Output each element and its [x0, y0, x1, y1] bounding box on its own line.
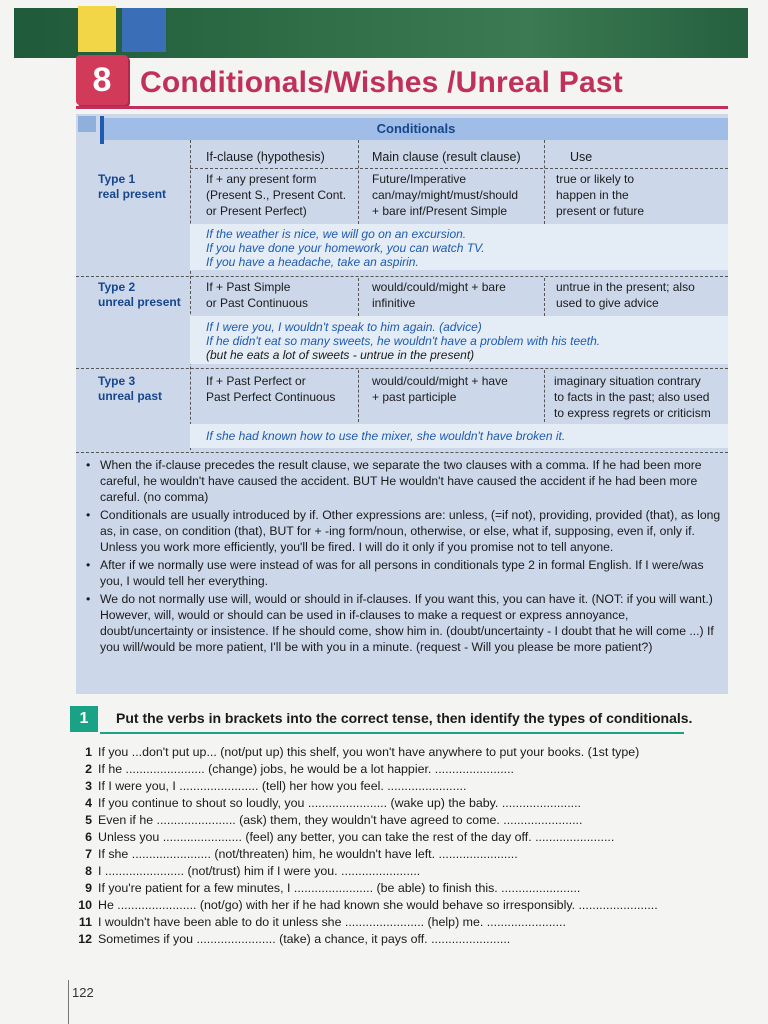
- type3-if-line: Past Perfect Continuous: [206, 390, 336, 404]
- type2-example: If he didn't eat so many sweets, he wouldn't have a problem with his teeth.: [206, 334, 601, 348]
- type1-main-line: Future/Imperative: [372, 172, 467, 186]
- type2-main-line: infinitive: [372, 296, 416, 310]
- note-item: • We do not normally use will, would or should in if-clauses. If you want this, you can have it. (NOT: if you will want.) However, will, would or should can be used in if-clauses to make a request or express annoyance, doubt/uncertainty or insistence. If he should come, show him in. (doubt/uncertainty - I doubt that he will come ...) If you will/would be more patient, I'll be with you in a minute. (request - Will you please be more patient?): [84, 591, 724, 655]
- item-number: 3: [85, 779, 92, 793]
- col-divider-2a: [358, 140, 359, 224]
- item-text[interactable]: If you're patient for a few minutes, I ....................... (be able) to finish this. .......................: [98, 881, 581, 895]
- item-text[interactable]: If I were you, I ....................... (tell) her how you feel. .......................: [98, 779, 467, 793]
- type1-label: Type 1: [98, 172, 136, 186]
- chapter-number: 8: [76, 55, 128, 105]
- type3-sublabel: unreal past: [98, 389, 163, 403]
- type3-example: If she had known how to use the mixer, she wouldn't have broken it.: [206, 429, 566, 443]
- item-number: 5: [85, 813, 92, 827]
- exercise-title: Put the verbs in brackets into the correct tense, then identify the types of conditionals.: [116, 710, 693, 726]
- type3-use-line: imaginary situation contrary: [554, 374, 701, 388]
- item-number: 8: [85, 864, 92, 878]
- chapter-title: Conditionals/Wishes /Unreal Past: [140, 66, 623, 99]
- row-divider-3: [76, 452, 728, 453]
- note-item: • When the if-clause precedes the result clause, we separate the two clauses with a comma. If he had been more careful, he wouldn't have caused the accident. BUT He wouldn't have caused the accident if he had been more careful. (no comma): [84, 457, 724, 505]
- list-item: [68, 914, 566, 930]
- type1-example: If you have done your homework, you can watch TV.: [206, 241, 485, 255]
- type1-if-line: If + any present form: [206, 172, 317, 186]
- type3-label: Type 3: [98, 374, 136, 388]
- item-number: 10: [78, 898, 92, 912]
- type3-if-line: If + Past Perfect or: [206, 374, 306, 388]
- item-text[interactable]: I ....................... (not/trust) him if I were you. .......................: [98, 864, 421, 878]
- list-item: [68, 880, 580, 896]
- exercise-rule: [100, 732, 684, 734]
- item-number: 11: [78, 915, 92, 929]
- type2-if-line: If + Past Simple: [206, 280, 291, 294]
- type3-use-line: to express regrets or criticism: [554, 406, 711, 420]
- item-text[interactable]: If you ...don't put up... (not/put up) this shelf, you won't have anywhere to put your books. (1st type): [98, 745, 640, 759]
- type1-if-line: or Present Perfect): [206, 204, 307, 218]
- item-text[interactable]: Unless you ....................... (feel) any better, you can take the rest of the day off. .......................: [98, 830, 615, 844]
- col-divider-1: [190, 140, 191, 450]
- item-number: 9: [85, 881, 92, 895]
- type1-use-line: true or likely to: [556, 172, 635, 186]
- panel-tab-square: [78, 116, 96, 132]
- type3-main-line: would/could/might + have: [372, 374, 508, 388]
- list-item: [68, 863, 420, 879]
- type2-if-line: or Past Continuous: [206, 296, 309, 310]
- item-text[interactable]: If you continue to shout so loudly, you ....................... (wake up) the baby. .......................: [98, 796, 581, 810]
- item-number: 6: [85, 830, 92, 844]
- list-item: [68, 931, 510, 947]
- list-item: [68, 897, 658, 913]
- page-number: 122: [72, 985, 94, 1000]
- exercise-number: 1: [70, 706, 98, 732]
- header-divider: [190, 168, 728, 169]
- item-number: 1: [85, 745, 92, 759]
- col-divider-3a: [544, 140, 545, 224]
- header-main-clause: Main clause (result clause): [372, 150, 521, 164]
- col-divider-3b: [544, 278, 545, 316]
- item-number: 12: [78, 932, 92, 946]
- list-item: [68, 795, 581, 811]
- type1-main-line: + bare inf/Present Simple: [372, 204, 508, 218]
- header-if-clause: If-clause (hypothesis): [206, 150, 325, 164]
- item-text[interactable]: He ....................... (not/go) with her if he had known she would behave so irresponsibly. .......................: [98, 898, 658, 912]
- type1-use-line: present or future: [556, 204, 645, 218]
- page-number-rule: [68, 980, 69, 1024]
- item-text[interactable]: Even if he ....................... (ask) them, they wouldn't have agreed to come. .......................: [98, 813, 583, 827]
- note-item: • Conditionals are usually introduced by if. Other expressions are: unless, (=if not), providing, provided (that), as long as, in case, on condition (that), BUT for + -ing form/noun, otherwise, or else, what if, supposing, even if, only if. Unless you work more efficiently, you'll be fired. I will do it only if you promise not to tell anyone.: [84, 507, 724, 555]
- row-divider-1: [76, 276, 728, 277]
- type3-main-line: + past participle: [372, 390, 457, 404]
- type2-example-note: (but he eats a lot of sweets - untrue in the present): [206, 348, 475, 362]
- type2-sublabel: unreal present: [98, 295, 181, 309]
- title-rule: [76, 106, 728, 109]
- item-text[interactable]: If he ....................... (change) jobs, he would be a lot happier. .......................: [98, 762, 514, 776]
- list-item: [68, 846, 518, 862]
- note-item: • After if we normally use were instead of was for all persons in conditionals type 2 in formal English. If I were/was you, I would tell her everything.: [84, 557, 724, 589]
- type2-example: If I were you, I wouldn't speak to him again. (advice): [206, 320, 482, 334]
- item-number: 4: [85, 796, 92, 810]
- item-text[interactable]: I wouldn't have been able to do it unless she ....................... (help) me. .......................: [98, 915, 566, 929]
- type2-label: Type 2: [98, 280, 136, 294]
- decor-square-blue: [122, 8, 166, 52]
- item-number: 2: [85, 762, 92, 776]
- type2-main-line: would/could/might + bare: [372, 280, 506, 294]
- type1-example: If you have a headache, take an aspirin.: [206, 255, 419, 269]
- type3-use-line: to facts in the past; also used: [554, 390, 710, 404]
- header-use: Use: [570, 150, 593, 164]
- type2-use-line: untrue in the present; also: [556, 280, 695, 294]
- col-divider-3c: [544, 370, 545, 422]
- type2-use-line: used to give advice: [556, 296, 659, 310]
- type1-sublabel: real present: [98, 187, 167, 201]
- grammar-notes: [84, 457, 724, 655]
- item-number: 7: [85, 847, 92, 861]
- item-text[interactable]: Sometimes if you ....................... (take) a chance, it pays off. .......................: [98, 932, 511, 946]
- row-divider-2: [76, 368, 728, 369]
- item-text[interactable]: If she ....................... (not/threaten) him, he wouldn't have left. .......................: [98, 847, 518, 861]
- col-divider-2b: [358, 278, 359, 316]
- list-item: [68, 812, 582, 828]
- type1-use-line: happen in the: [556, 188, 629, 202]
- type1-if-line: (Present S., Present Cont.: [206, 188, 347, 202]
- list-item: [68, 778, 466, 794]
- type1-main-line: can/may/might/must/should: [372, 188, 519, 202]
- list-item: [68, 829, 614, 845]
- list-item: [68, 744, 639, 760]
- decor-square-yellow: [78, 6, 116, 52]
- col-divider-2c: [358, 370, 359, 422]
- table-title: Conditionals: [104, 118, 728, 140]
- list-item: [68, 761, 514, 777]
- type1-example: If the weather is nice, we will go on an excursion.: [206, 227, 467, 241]
